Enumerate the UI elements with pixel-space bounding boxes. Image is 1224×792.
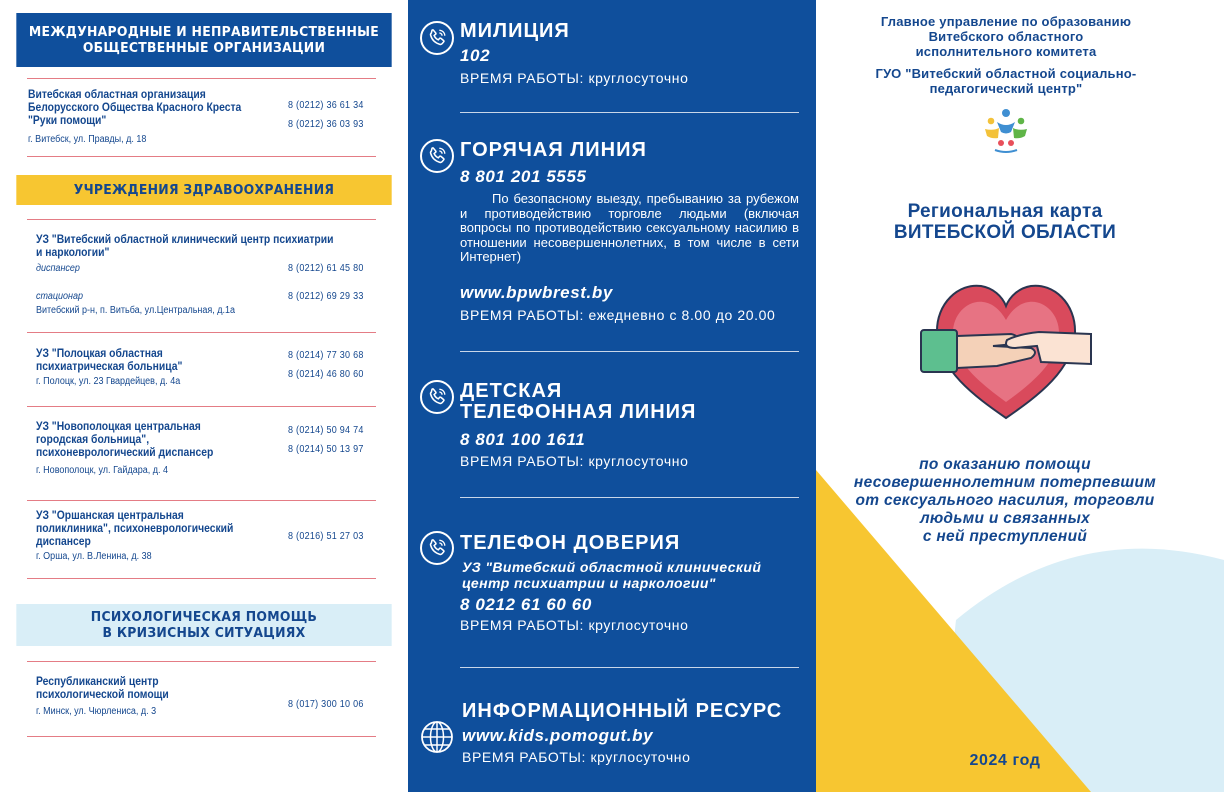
divider [460,112,799,113]
phone-number: 8 (017) 300 10 06 [288,699,364,710]
block-heading: ГОРЯЧАЯ ЛИНИЯ [460,139,647,161]
org-name: УЗ "Оршанская центральная поликлиника", психоневрологический диспансер [36,510,234,548]
org-name: УЗ "Полоцкая областная психиатрическая больница" [36,348,183,373]
phone-number: 8 (0212) 69 29 33 [288,291,364,302]
working-hours: ВРЕМЯ РАБОТЫ: круглосуточно [460,617,689,633]
phone-number: 8 801 201 5555 [460,167,587,186]
divider [460,497,799,498]
org-name: УЗ "Витебский областной клинический центр психиатрии и наркологии" [462,559,762,591]
org-address: г. Новополоцк, ул. Гайдара, д. 4 [36,465,168,476]
block-description: По безопасному выезду, пребыванию за рубежом и противодействию торговле людьми (включая вопросы по противодействию сексуальному насилию в отношении несовершеннолетних, в том числе в сети Интернет) [460,191,799,264]
section-header-health: УЧРЕЖДЕНИЯ ЗДРАВООХРАНЕНИЯ [16,175,391,205]
divider [27,500,376,501]
block-heading: МИЛИЦИЯ [460,20,570,42]
divider [27,156,376,157]
org-name: УЗ "Новополоцкая центральная городская больница", психоневрологический диспансер [36,421,214,459]
authority-name: Главное управление по образованию Витебского областного исполнительного комитета [880,14,1132,59]
middle-panel [408,0,816,792]
block-heading: ДЕТСКАЯ ТЕЛЕФОННАЯ ЛИНИЯ [460,380,697,423]
phone-number: 8 0212 61 60 60 [460,595,592,614]
divider [27,661,376,662]
divider [27,219,376,220]
org-address: г. Орша, ул. В.Ленина, д. 38 [36,551,152,562]
phone-number: 8 (0214) 77 30 68 [288,350,364,361]
phone-number: 8 801 100 1611 [460,430,586,449]
website-link[interactable]: www.bpwbrest.by [460,283,613,302]
tagline: по оказанию помощи несовершеннолетним потерпевшим от сексуального насилия, торговли людьми и связанных с ней преступлений [853,456,1157,545]
phone-number: 8 (0214) 46 80 60 [288,369,364,380]
phone-number: 8 (0212) 36 61 34 [288,100,364,111]
phone-icon [420,380,454,414]
working-hours: ВРЕМЯ РАБОТЫ: круглосуточно [460,453,689,469]
divider [460,351,799,352]
phone-number: 8 (0212) 61 45 80 [288,263,364,274]
org-address: г. Витебск, ул. Правды, д. 18 [28,134,147,145]
phone-number: 8 (0212) 36 03 93 [288,119,364,130]
divider [27,578,376,579]
org-name: УЗ "Витебский областной клинический центр психиатрии и наркологии" [36,234,334,259]
center-name: ГУО "Витебский областной социально- педагогический центр" [875,66,1137,96]
section-header-ngo: МЕЖДУНАРОДНЫЕ И НЕПРАВИТЕЛЬСТВЕННЫЕ ОБЩЕСТВЕННЫЕ ОРГАНИЗАЦИИ [16,13,391,67]
block-heading: ТЕЛЕФОН ДОВЕРИЯ [460,532,681,554]
divider [27,332,376,333]
phone-number: 102 [460,46,491,65]
year-label: 2024 год [969,752,1041,769]
phone-icon [420,531,454,565]
left-panel [0,0,408,792]
section-header-psych: ПСИХОЛОГИЧЕСКАЯ ПОМОЩЬ В КРИЗИСНЫХ СИТУАЦИЯХ [16,604,391,646]
org-address: г. Минск, ул. Чюрлениса, д. 3 [36,706,157,717]
org-address: Витебский р-н, п. Витьба, ул.Центральная, д.1а [36,305,236,316]
phone-number: 8 (0216) 51 27 03 [288,531,364,542]
org-subunit: диспансер [36,263,80,274]
page-title: Региональная карта ВИТЕБСКОЙ ОБЛАСТИ [893,201,1117,243]
globe-icon [420,720,450,750]
phone-icon [420,21,454,55]
divider [27,406,376,407]
right-panel [816,0,1224,792]
block-heading: ИНФОРМАЦИОННЫЙ РЕСУРС [462,700,783,722]
org-name: Республиканский центр психологической помощи [36,676,169,701]
working-hours: ВРЕМЯ РАБОТЫ: круглосуточно [460,70,689,86]
divider [27,78,376,79]
org-subunit: стационар [36,291,84,302]
phone-number: 8 (0214) 50 94 74 [288,425,364,436]
divider [27,736,376,737]
org-address: г. Полоцк, ул. 23 Гвардейцев, д. 4а [36,376,181,387]
website-link[interactable]: www.kids.pomogut.by [462,726,654,745]
divider [460,667,799,668]
phone-number: 8 (0214) 50 13 97 [288,444,364,455]
heart-hands-illustration [919,278,1094,428]
working-hours: ВРЕМЯ РАБОТЫ: круглосуточно [462,749,691,765]
logo-icon [981,104,1031,154]
org-name: Витебская областная организация Белорусского Общества Красного Креста "Руки помощи" [28,89,242,127]
working-hours: ВРЕМЯ РАБОТЫ: ежедневно с 8.00 до 20.00 [460,307,776,323]
phone-icon [420,139,454,173]
